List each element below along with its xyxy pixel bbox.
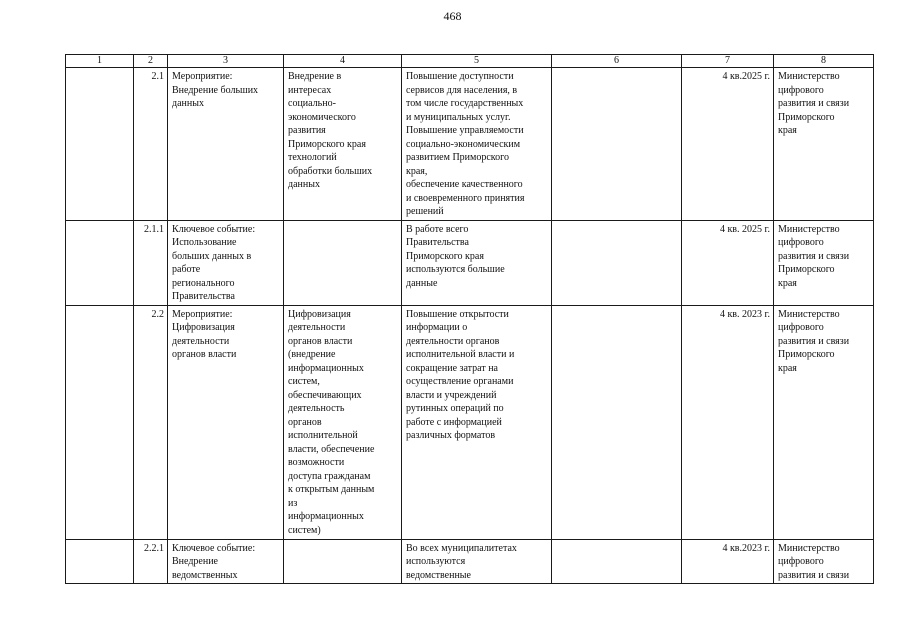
row-col6-cell <box>552 68 682 221</box>
row-result-text: Во всех муниципалитетах используются ведомственные <box>406 542 517 581</box>
row-responsible-text: Министерство цифрового развития и связи Приморского края <box>778 71 850 136</box>
column-header-8: 8 <box>774 55 874 68</box>
row-content-text: Внедрение в интересах социально- экономического развития Приморского края технологий обработки больших данных <box>288 71 373 190</box>
row-col6-cell <box>552 305 682 539</box>
row-col1-cell <box>66 68 134 221</box>
row-content-cell <box>284 539 402 584</box>
column-header-4: 4 <box>284 55 402 68</box>
row-result-cell <box>402 220 552 305</box>
row-name-text: Мероприятие: Внедрение больших данных <box>172 71 259 109</box>
row-name-cell <box>168 539 284 584</box>
row-number-cell: 2.1 <box>134 68 168 221</box>
row-deadline-cell: 4 кв.2023 г. <box>682 539 774 584</box>
row-result-cell <box>402 539 552 584</box>
column-header-7: 7 <box>682 55 774 68</box>
row-name-cell <box>168 220 284 305</box>
row-deadline-cell: 4 кв. 2023 г. <box>682 305 774 539</box>
column-header-3: 3 <box>168 55 284 68</box>
column-header-5: 5 <box>402 55 552 68</box>
row-responsible-text: Министерство цифрового развития и связи Приморского края <box>778 223 850 289</box>
row-number-cell: 2.2.1 <box>134 539 168 584</box>
row-col6-cell <box>552 539 682 584</box>
row-name-text: Ключевое событие: Внедрение ведомственных <box>172 542 256 581</box>
row-name-cell <box>168 305 284 539</box>
header-row <box>66 55 874 68</box>
row-name-text: Ключевое событие: Использование больших данных в работе регионального Правительства <box>172 223 256 302</box>
page-number: 468 <box>443 9 462 23</box>
row-responsible-text: Министерство цифрового развития и связи Приморского края <box>778 308 850 374</box>
column-header-2: 2 <box>134 55 168 68</box>
row-name-cell <box>168 68 284 221</box>
row-content-cell <box>284 305 402 539</box>
table-row <box>66 68 874 221</box>
row-content-cell <box>284 68 402 221</box>
row-name-text: Мероприятие: Цифровизация деятельности органов власти <box>172 308 237 360</box>
row-deadline-cell: 4 кв. 2025 г. <box>682 220 774 305</box>
row-result-cell <box>402 305 552 539</box>
column-header-1: 1 <box>66 55 134 68</box>
row-responsible-text: Министерство цифрового развития и связи <box>778 542 850 581</box>
row-result-text: В работе всего Правительства Приморского края используются большие данные <box>406 223 505 289</box>
row-responsible-cell <box>774 539 874 584</box>
table-row <box>66 539 874 584</box>
column-header-6: 6 <box>552 55 682 68</box>
plan-table <box>65 54 874 584</box>
row-result-cell <box>402 68 552 221</box>
row-number-cell: 2.1.1 <box>134 220 168 305</box>
row-number-cell: 2.2 <box>134 305 168 539</box>
row-content-cell <box>284 220 402 305</box>
row-responsible-cell <box>774 305 874 539</box>
row-content-text: Цифровизация деятельности органов власти (внедрение информационных систем, обеспечивающих деятельность органов исполнительной власти, обеспечение возможности доступа гражданам к открытым данным из информационных систем) <box>288 308 375 536</box>
table-row <box>66 305 874 539</box>
row-col1-cell <box>66 539 134 584</box>
row-deadline-cell: 4 кв.2025 г. <box>682 68 774 221</box>
row-col1-cell <box>66 220 134 305</box>
row-col1-cell <box>66 305 134 539</box>
row-result-text: Повышение открытости информации о деятельности органов исполнительной власти и сокращение затрат на осуществление органами власти и учреждений рутинных операций по работе с информацией различных форматов <box>406 308 515 441</box>
row-result-text: Повышение доступности сервисов для населения, в том числе государственных и муниципальных услуг. Повышение управляемости социально-экономическим развитием Приморского края, обеспечение качественного и своевременного принятия решений <box>406 71 525 217</box>
table-row <box>66 220 874 305</box>
row-col6-cell <box>552 220 682 305</box>
row-responsible-cell <box>774 220 874 305</box>
row-responsible-cell <box>774 68 874 221</box>
